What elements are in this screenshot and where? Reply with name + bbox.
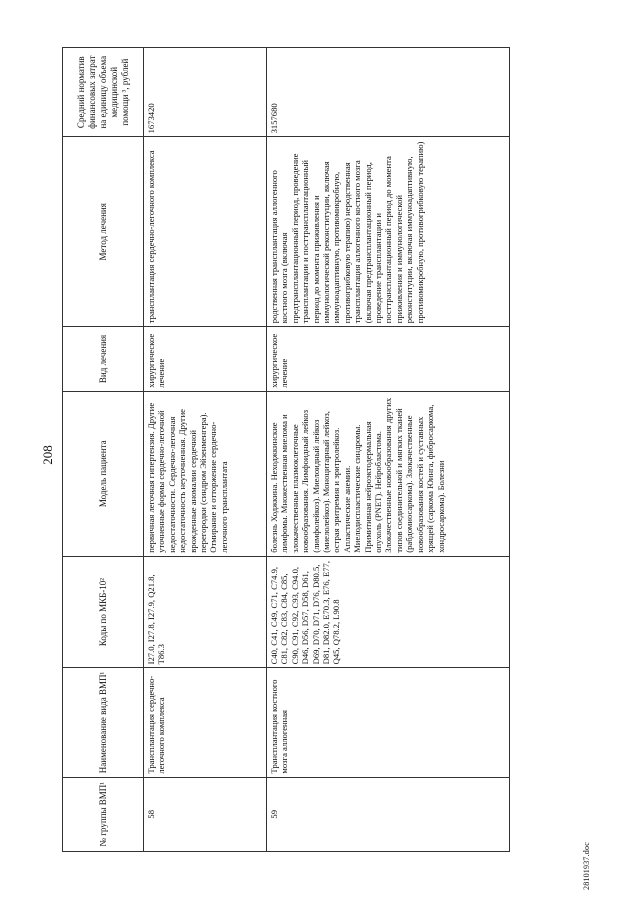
cell-method: родственная трансплантация аллогенного костного мозга (включая предтрансплантационный период, проведение трансплантации и посттрансплантационный период до момента приживления и иммунологической реконституции, включая иммуноадаптивную, противомикробную, противогрибковую терапию) неродственная трансплантация аллогенного костного мозга (включая предтрансплантационный период, проведение трансплантации и посттрансплантационный период до момента приживления и иммунологической реконституции, включая иммуноадаптивную, противомикробную, противогрибковую терапию) bbox=[267, 137, 510, 327]
cell-name: Трансплантация сердечно-легочного комплекса bbox=[144, 668, 267, 777]
cell-model: первичная легочная гипертензия. Другие уточненные формы сердечно-легочной недостаточности. Сердечно-легочная недостаточность неуточненная. Другие врожденные аномалии сердечной перегородки (синдром Эйзенменгера). Отмирание и отторжение сердечно-легочного трансплантата bbox=[144, 391, 267, 556]
header-group: № группы ВМП¹ bbox=[63, 777, 144, 851]
header-name: Наименование вида ВМП¹ bbox=[63, 668, 144, 777]
header-treatment-type: Вид лечения bbox=[63, 327, 144, 392]
cell-icd: I27.0, I27.8, I27.9, Q21.8, T86.3 bbox=[144, 556, 267, 668]
document-reference: 28101937.doc bbox=[582, 842, 591, 890]
header-model: Модель пациента bbox=[63, 391, 144, 556]
cell-group: 58 bbox=[144, 777, 267, 851]
header-method: Метод лечения bbox=[63, 137, 144, 327]
cell-icd: C40, C41, C49, C71, C74.9, C81, C82, C83, C84, C85, C90, C91, C92, C93, C94.0, D46, D56, D57, D58, D61, D69, D70, D71, D76, D80.5, D81, D82.0, E70.3, E76, E77, Q45, Q78.2, L90.8 bbox=[267, 556, 510, 668]
page-number: 208 bbox=[40, 445, 55, 465]
cell-cost: 1673420 bbox=[144, 48, 267, 137]
vmp-table bbox=[62, 47, 510, 852]
cell-treatment-type: хирургическое лечение bbox=[144, 327, 267, 392]
table-row bbox=[144, 48, 267, 852]
cell-name: Трансплантация костного мозга аллогенная bbox=[267, 668, 510, 777]
cell-model: болезнь Ходжкина. Неходжкинские лимфомы. Множественная миелома и злокачественные плазмоклеточные новообразования. Лимфоидный лейкоз (лимфолейкоз). Миелоидный лейкоз (миелолейкоз). Моноцитарный лейкоз, острая эритремия и эритролейкоз. Апластические анемии. Миелодиспластические синдромы. Примитивная нейроэктодермальная опухоль (PNET). Нейробластома. Злокачественные новообразования других типов соединительной и мягких тканей (рабдомиосаркома). Злокачественные новообразования костей и суставных хрящей (саркома Юинга, фибросаркома, хондросаркома). Болезни bbox=[267, 391, 510, 556]
cell-treatment-type: хирургическое лечение bbox=[267, 327, 510, 392]
cell-cost: 3157680 bbox=[267, 48, 510, 137]
table-header-row bbox=[63, 48, 144, 852]
header-icd: Коды по МКБ-10² bbox=[63, 556, 144, 668]
rotated-page bbox=[40, 50, 600, 890]
header-cost: Средний норматив финансовых затрат на единицу объема медицинской помощи ³, рублей bbox=[63, 48, 144, 137]
cell-group: 59 bbox=[267, 777, 510, 851]
table-row bbox=[267, 48, 510, 852]
cell-method: трансплантация сердечно-легочного комплекса bbox=[144, 137, 267, 327]
